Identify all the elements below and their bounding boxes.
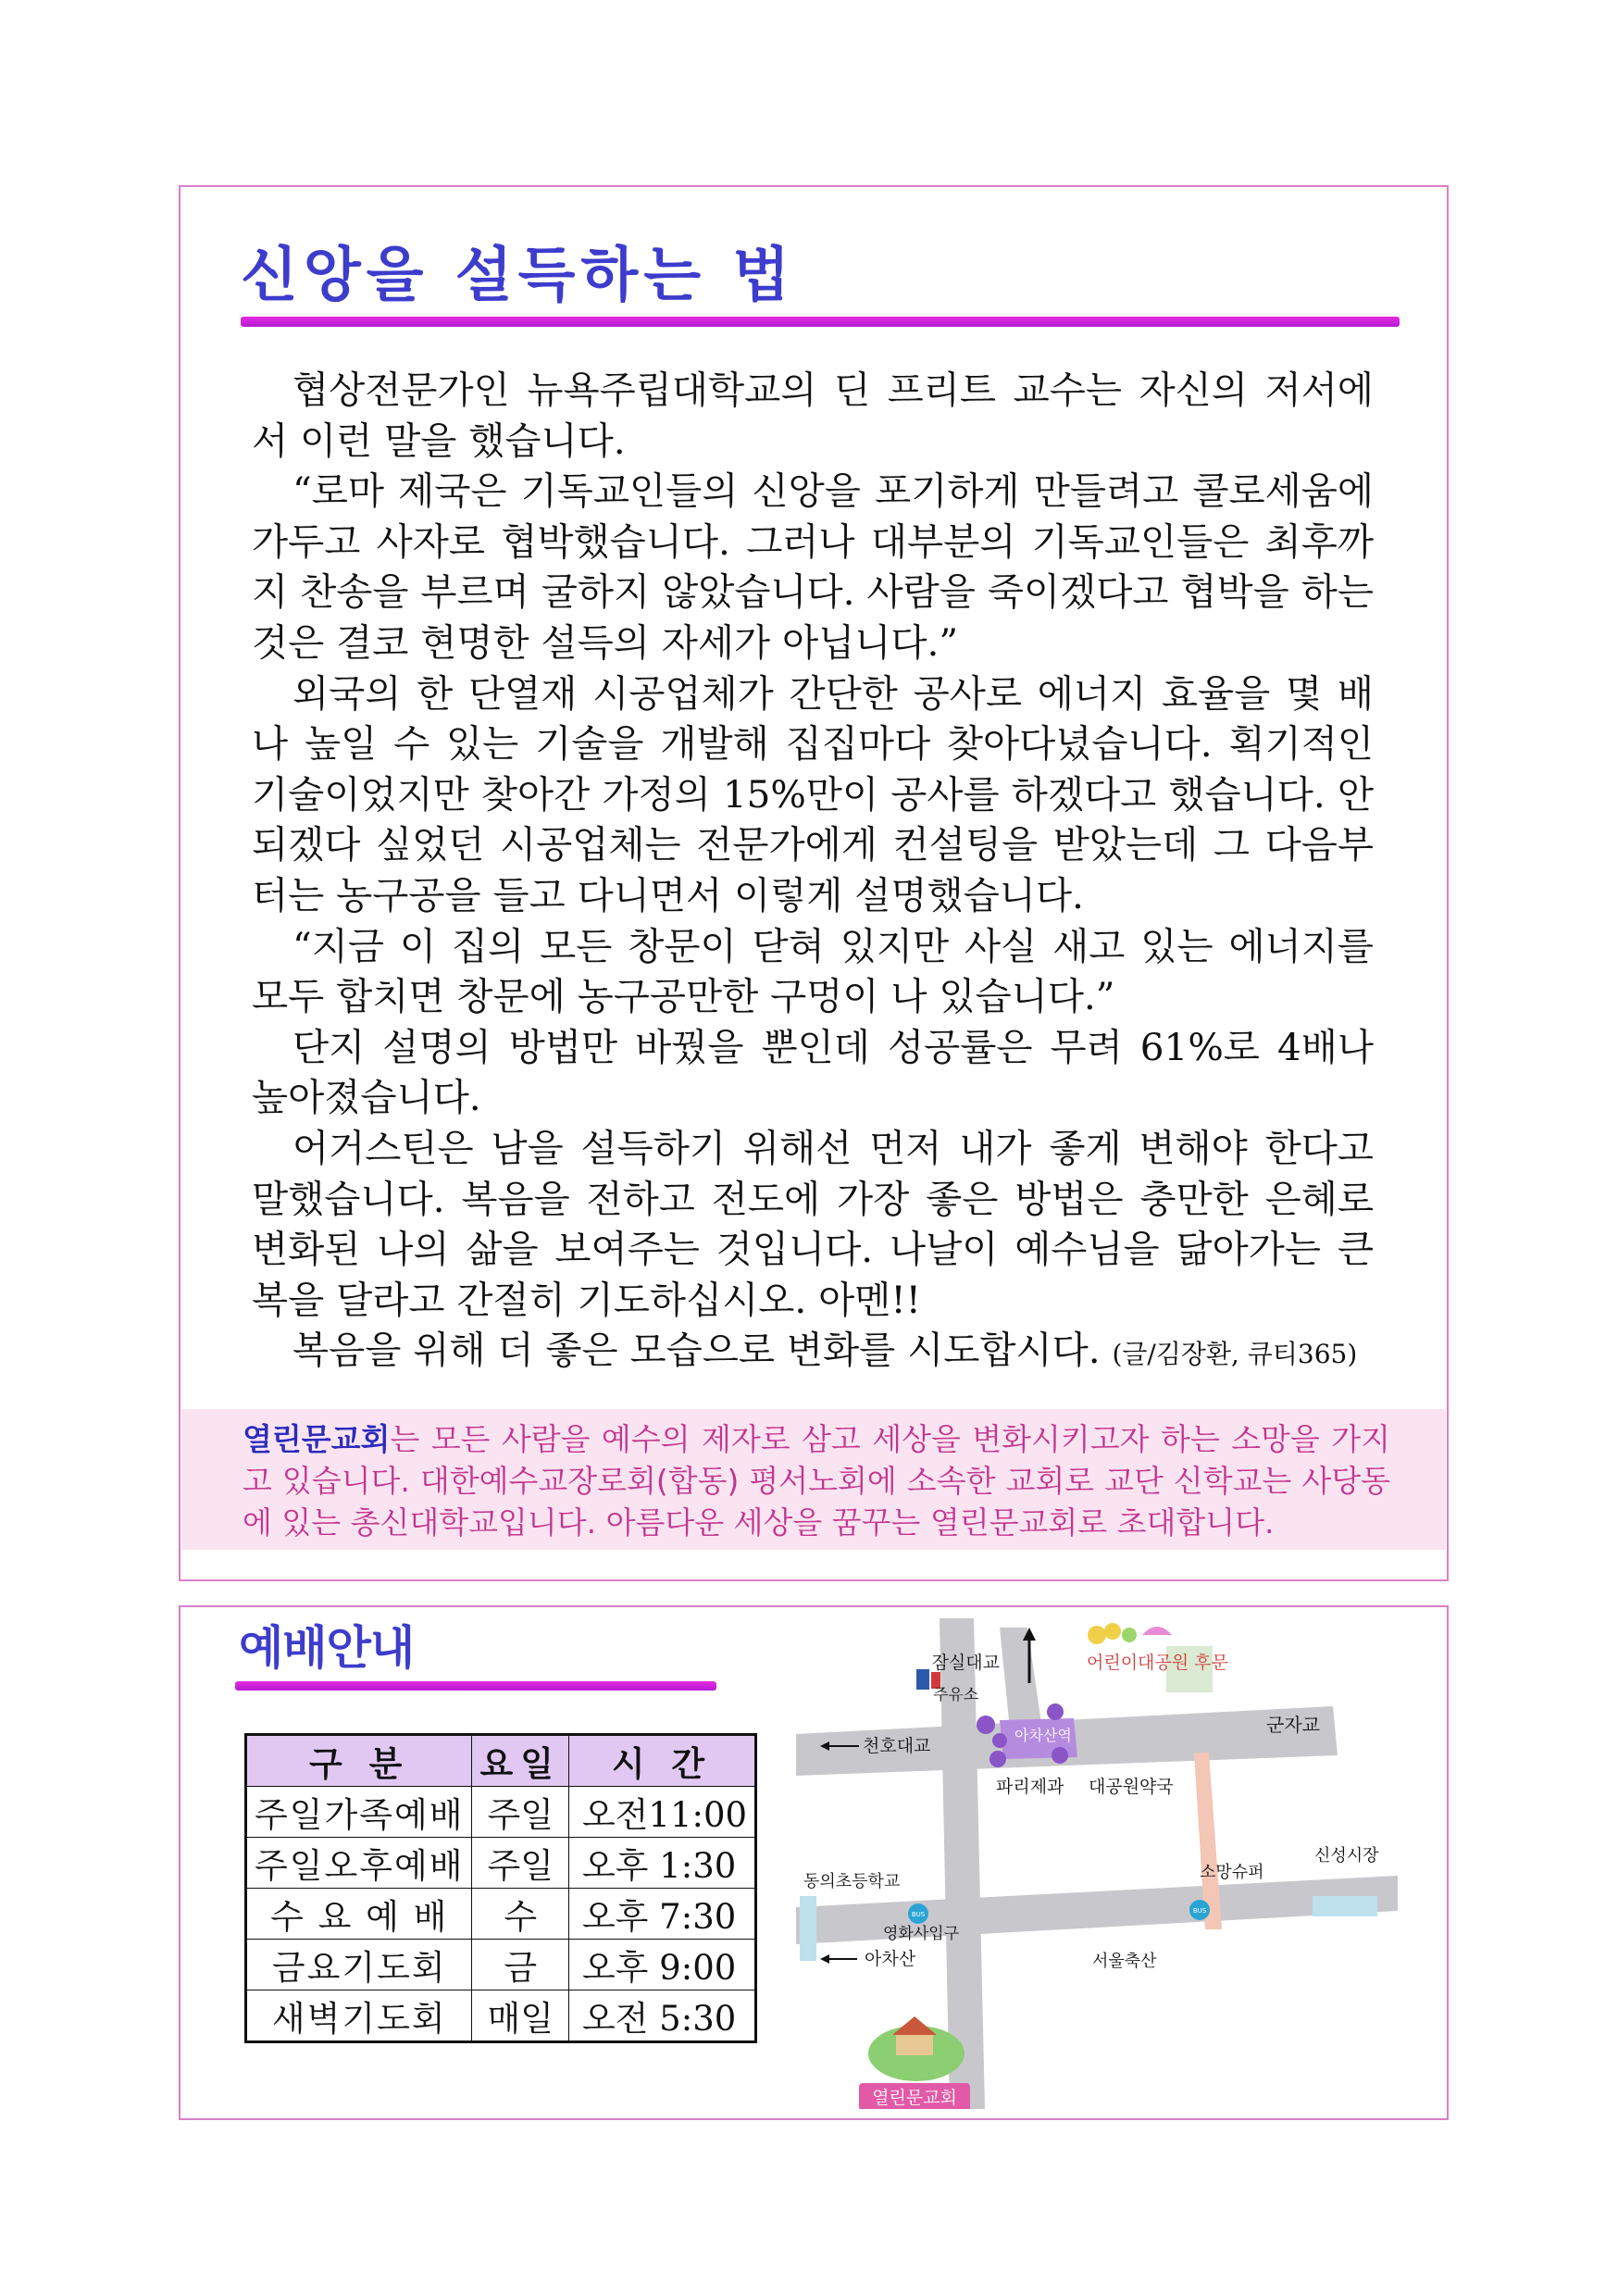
label-gas: 주유소 bbox=[933, 1686, 979, 1704]
table-row bbox=[246, 1787, 756, 1838]
church-intro bbox=[243, 1418, 1390, 1543]
label-church: 열린문교회 bbox=[872, 2088, 957, 2108]
label-cheonho: 천호대교 bbox=[863, 1736, 931, 1756]
market-block bbox=[1313, 1896, 1377, 1916]
service-day: 수 bbox=[472, 1889, 568, 1940]
title-underline bbox=[241, 317, 1400, 327]
label-jamsil: 잠실대교 bbox=[931, 1653, 1000, 1673]
umbrella-icon bbox=[1142, 1627, 1172, 1635]
bus-stop-label: BUS bbox=[911, 1911, 926, 1918]
article-credit: (글/김장환, 큐티365) bbox=[1112, 1339, 1358, 1370]
table-row bbox=[246, 1940, 756, 1990]
service-name: 새벽기도회 bbox=[246, 1990, 472, 2042]
park-tree-icon bbox=[1122, 1628, 1137, 1642]
label-sinseong: 신성시장 bbox=[1314, 1846, 1379, 1866]
article-paragraph: 단지 설명의 방법만 바꿨을 뿐인데 성공률은 무려 61%로 4배나 높아졌습니다. bbox=[252, 1024, 1374, 1120]
service-day: 주일 bbox=[472, 1838, 568, 1889]
service-time: 오후 9:00 bbox=[568, 1940, 755, 1990]
service-name: 금요기도회 bbox=[246, 1940, 472, 1990]
exit-marker-1 bbox=[1052, 1747, 1068, 1764]
header-time: 시 간 bbox=[568, 1735, 755, 1787]
service-table-header bbox=[246, 1735, 756, 1787]
label-pharmacy: 대공원약국 bbox=[1089, 1777, 1174, 1797]
service-time: 오후 7:30 bbox=[568, 1889, 755, 1940]
gas-station-icon bbox=[916, 1669, 929, 1690]
label-achasan: 아차산 bbox=[865, 1949, 916, 1969]
service-time: 오후 1:30 bbox=[568, 1838, 755, 1889]
service-day: 주일 bbox=[472, 1787, 568, 1838]
label-park: 어린이대공원 후문 bbox=[1087, 1653, 1228, 1673]
arrow-head bbox=[820, 1954, 829, 1964]
service-name: 주일오후예배 bbox=[246, 1838, 472, 1889]
service-table bbox=[244, 1733, 757, 2043]
table-row bbox=[246, 1990, 756, 2042]
bus-stop-label: BUS bbox=[1192, 1907, 1207, 1915]
service-time: 오전 5:30 bbox=[568, 1990, 755, 2042]
service-day: 금 bbox=[472, 1940, 568, 1990]
church-description: 는 모든 사람을 예수의 제자로 삼고 세상을 변화시키고자 하는 소망을 가지고 있습니다. 대한예수교장로회(합동) 평서노회에 소속한 교회로 교단 신학교는 사당동에 있는 총신대학교입니다. 아름다운 세상을 꿈꾸는 열린문교회로 초대합니다. bbox=[243, 1421, 1390, 1541]
exit-marker-2 bbox=[989, 1751, 1006, 1767]
table-row bbox=[246, 1838, 756, 1889]
service-time: 오전11:00 bbox=[568, 1787, 755, 1838]
article-paragraph: 협상전문가인 뉴욕주립대학교의 딘 프리트 교수는 자신의 저서에서 이런 말을 했습니다. bbox=[252, 368, 1374, 463]
church-name: 열린문교회 bbox=[243, 1421, 391, 1457]
label-station: 아차산역 bbox=[1014, 1727, 1072, 1744]
article-paragraph: “로마 제국은 기독교인들의 신앙을 포기하게 만들려고 콜로세움에 가두고 사자로 협박했습니다. 그러나 대부분의 기독교인들은 최후까지 찬송을 부르며 굴하지 않았습니다. 사람을 죽이겠다고 협박을 하는 것은 결코 현명한 설득의 자세가 아닙니다.” bbox=[252, 468, 1374, 665]
service-day: 매일 bbox=[472, 1990, 568, 2042]
exit-marker-3 bbox=[977, 1716, 995, 1734]
article-body bbox=[252, 365, 1374, 1380]
label-cinema: 영화사입구 bbox=[883, 1925, 960, 1943]
article-paragraph-last bbox=[252, 1325, 1374, 1380]
label-butcher: 서울축산 bbox=[1092, 1952, 1157, 1971]
article-title: 신앙을 설득하는 법 bbox=[241, 242, 796, 310]
service-title-underline bbox=[235, 1681, 716, 1691]
exit-marker-5 bbox=[1047, 1703, 1064, 1720]
church-roof-icon bbox=[892, 2016, 937, 2035]
service-title: 예배안내 bbox=[239, 1621, 415, 1675]
service-name: 수 요 예 배 bbox=[246, 1889, 472, 1940]
article-paragraph: “지금 이 집의 모든 창문이 닫혀 있지만 사실 새고 있는 에너지를 모두 합치면 창문에 농구공만한 구멍이 나 있습니다.” bbox=[252, 923, 1374, 1019]
location-map bbox=[778, 1618, 1407, 2109]
label-bakery: 파리제과 bbox=[996, 1777, 1064, 1797]
article-closing: 복음을 위해 더 좋은 모습으로 변화를 시도합시다. bbox=[292, 1328, 1101, 1373]
exit-marker-4 bbox=[992, 1733, 1007, 1748]
label-gunja: 군자교 bbox=[1266, 1714, 1320, 1736]
label-somang: 소망슈퍼 bbox=[1200, 1863, 1264, 1882]
header-category: 구 분 bbox=[246, 1735, 472, 1787]
park-tree-icon bbox=[1088, 1626, 1106, 1644]
church-building-icon bbox=[896, 2033, 933, 2055]
label-school: 동의초등학교 bbox=[803, 1872, 901, 1891]
school-block bbox=[800, 1896, 816, 1961]
park-tree-icon bbox=[1104, 1623, 1121, 1640]
article-paragraph: 어거스틴은 남을 설득하기 위해선 먼저 내가 좋게 변해야 한다고 말했습니다. 복음을 전하고 전도에 가장 좋은 방법은 충만한 은혜로 변화된 나의 삶을 보여주는 것입니다. 나날이 예수님을 닮아가는 큰 복을 달라고 간절히 기도하십시오. 아멘!! bbox=[252, 1125, 1374, 1322]
service-name: 주일가족예배 bbox=[246, 1787, 472, 1838]
article-paragraph: 외국의 한 단열재 시공업체가 간단한 공사로 에너지 효율을 몇 배나 높일 수 있는 기술을 개발해 집집마다 찾아다녔습니다. 획기적인 기술이었지만 찾아간 가정의 15%만이 공사를 하겠다고 했습니다. 안 되겠다 싶었던 시공업체는 전문가에게 컨설팅을 받았는데 그 다음부터는 농구공을 들고 다니면서 이렇게 설명했습니다. bbox=[252, 670, 1374, 917]
header-day: 요일 bbox=[472, 1735, 568, 1787]
table-row bbox=[246, 1889, 756, 1940]
